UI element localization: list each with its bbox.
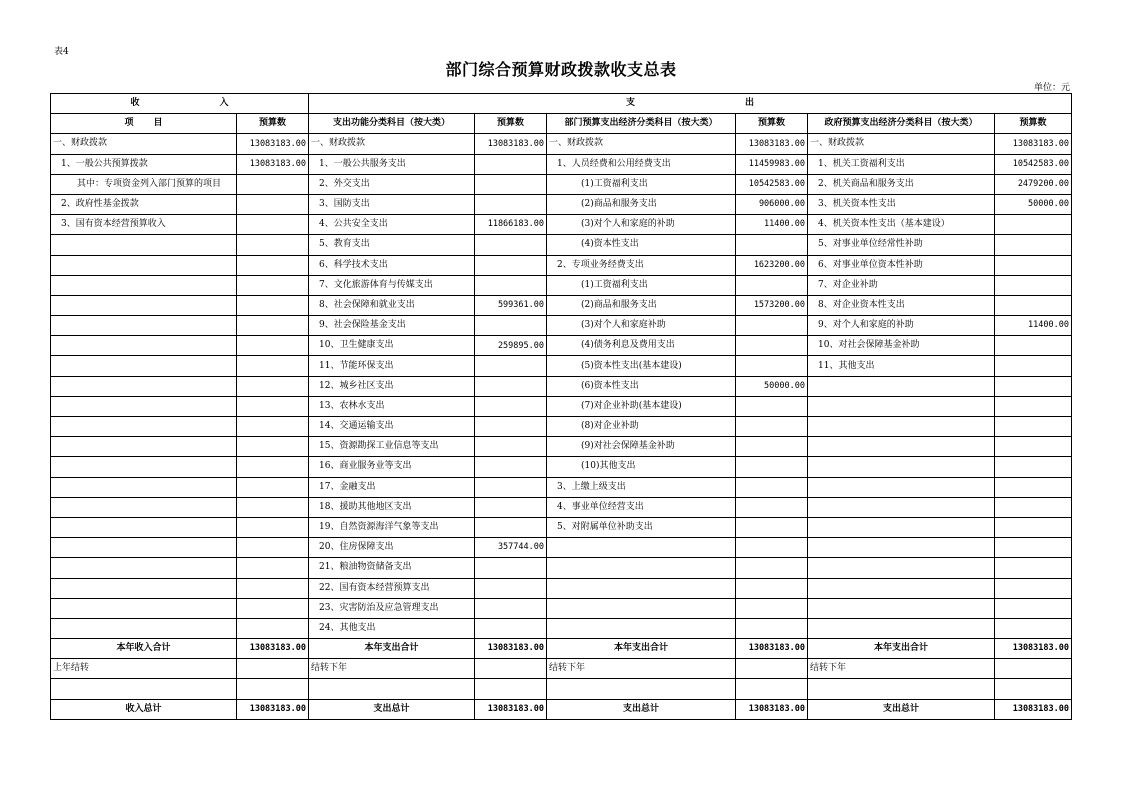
income-value-cell (237, 558, 309, 578)
dept-econ-item-cell: 一、财政拨款 (547, 134, 736, 154)
income-item-cell (51, 235, 237, 255)
dept-econ-value-cell (736, 457, 808, 477)
dept-grand-total-label: 支出总计 (547, 699, 736, 719)
blank-cell (547, 679, 736, 699)
income-value-cell: 13083183.00 (237, 134, 309, 154)
func-value-cell (475, 598, 547, 618)
dept-econ-value-cell: 10542583.00 (736, 174, 808, 194)
table-row (51, 477, 1072, 497)
dept-econ-item-cell: (4)资本性支出 (547, 235, 736, 255)
dept-econ-value-cell (736, 417, 808, 437)
func-item-cell: 9、社会保险基金支出 (309, 316, 475, 336)
gov-econ-item-cell: 4、机关资本性支出（基本建设） (808, 215, 995, 235)
dept-econ-value-cell (736, 497, 808, 517)
dept-econ-item-cell: (10)其他支出 (547, 457, 736, 477)
func-value-cell (475, 558, 547, 578)
func-item-cell: 14、交通运输支出 (309, 417, 475, 437)
blank-cell (309, 679, 475, 699)
gov-econ-value-cell: 10542583.00 (995, 154, 1072, 174)
expense-group-header: 支 出 (309, 94, 1072, 114)
table-row (51, 517, 1072, 537)
gov-econ-value-cell (995, 578, 1072, 598)
blank-cell (51, 679, 237, 699)
dept-next-year-carry-label: 结转下年 (547, 659, 736, 679)
func-value-cell (475, 235, 547, 255)
gov-econ-value-cell: 11400.00 (995, 316, 1072, 336)
dept-econ-value-cell (736, 558, 808, 578)
func-item-cell: 19、自然资源海洋气象等支出 (309, 517, 475, 537)
table-row (51, 396, 1072, 416)
func-value-cell (475, 396, 547, 416)
func-value-cell (475, 275, 547, 295)
gov-grand-total-label: 支出总计 (808, 699, 995, 719)
gov-econ-value-cell (995, 235, 1072, 255)
gov-budget-col-header: 预算数 (995, 114, 1072, 134)
dept-econ-value-cell (736, 477, 808, 497)
func-item-cell: 7、文化旅游体育与传媒支出 (309, 275, 475, 295)
gov-next-year-carry-label: 结转下年 (808, 659, 995, 679)
gov-econ-item-cell (808, 578, 995, 598)
func-class-col-header: 支出功能分类科目（按大类） (309, 114, 475, 134)
income-item-cell (51, 336, 237, 356)
func-item-cell: 5、教育支出 (309, 235, 475, 255)
func-value-cell (475, 497, 547, 517)
func-value-cell (475, 194, 547, 214)
table-row (51, 174, 1072, 194)
dept-econ-value-cell (736, 517, 808, 537)
gov-econ-value-cell (995, 598, 1072, 618)
income-value-cell (237, 538, 309, 558)
table-row (51, 598, 1072, 618)
func-item-cell: 1、一般公共服务支出 (309, 154, 475, 174)
gov-econ-value-cell (995, 396, 1072, 416)
dept-econ-item-cell: (3)对个人和家庭的补助 (547, 215, 736, 235)
gov-econ-item-cell: 一、财政拨款 (808, 134, 995, 154)
table-row (51, 618, 1072, 638)
income-value-cell (237, 356, 309, 376)
gov-econ-item-cell (808, 396, 995, 416)
table-row (51, 538, 1072, 558)
income-item-cell (51, 316, 237, 336)
func-next-year-carry-label: 结转下年 (309, 659, 475, 679)
gov-econ-item-cell: 1、机关工资福利支出 (808, 154, 995, 174)
table-row (51, 497, 1072, 517)
grand-total-row (51, 699, 1072, 719)
func-item-cell: 3、国防支出 (309, 194, 475, 214)
prev-year-carry-value (237, 659, 309, 679)
func-item-cell: 23、灾害防治及应急管理支出 (309, 598, 475, 618)
income-item-cell (51, 538, 237, 558)
income-item-cell (51, 295, 237, 315)
blank-cell (995, 679, 1072, 699)
gov-econ-item-cell (808, 477, 995, 497)
gov-econ-value-cell (995, 336, 1072, 356)
dept-econ-value-cell (736, 618, 808, 638)
gov-econ-value-cell (995, 275, 1072, 295)
income-item-cell: 3、国有资本经营预算收入 (51, 215, 237, 235)
table-row (51, 295, 1072, 315)
dept-econ-item-cell: 1、人员经费和公用经费支出 (547, 154, 736, 174)
gov-econ-item-cell (808, 376, 995, 396)
table-row (51, 437, 1072, 457)
gov-econ-value-cell (995, 517, 1072, 537)
func-value-cell (475, 356, 547, 376)
dept-econ-item-cell: 4、事业单位经营支出 (547, 497, 736, 517)
dept-econ-item-cell (547, 558, 736, 578)
dept-econ-value-cell: 1573200.00 (736, 295, 808, 315)
income-item-cell: 1、一般公共预算拨款 (51, 154, 237, 174)
gov-econ-item-cell (808, 618, 995, 638)
income-value-cell (237, 517, 309, 537)
gov-year-total-value: 13083183.00 (995, 639, 1072, 659)
blank-cell (237, 679, 309, 699)
func-item-cell: 4、公共安全支出 (309, 215, 475, 235)
dept-econ-value-cell (736, 275, 808, 295)
page-title: 部门综合预算财政拨款收支总表 (445, 60, 677, 79)
dept-econ-value-cell (736, 235, 808, 255)
table-row (51, 457, 1072, 477)
blank-cell (475, 679, 547, 699)
func-value-cell (475, 437, 547, 457)
func-value-cell: 599361.00 (475, 295, 547, 315)
func-item-cell: 一、财政拨款 (309, 134, 475, 154)
gov-econ-value-cell (995, 295, 1072, 315)
income-value-cell (237, 578, 309, 598)
gov-econ-value-cell (995, 437, 1072, 457)
income-item-cell (51, 396, 237, 416)
table-number: 表4 (54, 47, 69, 57)
dept-econ-item-cell: (3)对个人和家庭补助 (547, 316, 736, 336)
table-row (51, 255, 1072, 275)
income-item-cell (51, 255, 237, 275)
income-year-total-label: 本年收入合计 (51, 639, 237, 659)
gov-econ-value-cell (995, 215, 1072, 235)
gov-econ-item-cell (808, 538, 995, 558)
func-value-cell: 11866183.00 (475, 215, 547, 235)
func-year-total-value: 13083183.00 (475, 639, 547, 659)
unit-label: 单位：元 (1033, 83, 1070, 93)
carry-row (51, 659, 1072, 679)
income-item-cell (51, 376, 237, 396)
func-item-cell: 16、商业服务业等支出 (309, 457, 475, 477)
gov-econ-value-cell (995, 457, 1072, 477)
gov-econ-item-cell (808, 517, 995, 537)
gov-econ-item-cell: 3、机关资本性支出 (808, 194, 995, 214)
dept-year-total-value: 13083183.00 (736, 639, 808, 659)
dept-econ-item-cell (547, 578, 736, 598)
gov-econ-value-cell (995, 417, 1072, 437)
gov-grand-total-value: 13083183.00 (995, 699, 1072, 719)
income-item-cell (51, 517, 237, 537)
blank-cell (808, 679, 995, 699)
table-row (51, 376, 1072, 396)
dept-econ-item-cell: (8)对企业补助 (547, 417, 736, 437)
income-item-cell: 2、政府性基金拨款 (51, 194, 237, 214)
dept-econ-value-cell (736, 336, 808, 356)
income-item-cell (51, 477, 237, 497)
gov-econ-item-cell: 7、对企业补助 (808, 275, 995, 295)
gov-econ-item-cell: 10、对社会保障基金补助 (808, 336, 995, 356)
gov-econ-value-cell (995, 255, 1072, 275)
gov-econ-item-cell: 6、对事业单位资本性补助 (808, 255, 995, 275)
income-value-cell (237, 295, 309, 315)
func-value-cell (475, 154, 547, 174)
blank-cell (736, 679, 808, 699)
dept-econ-value-cell: 50000.00 (736, 376, 808, 396)
income-item-cell (51, 578, 237, 598)
dept-econ-value-cell (736, 316, 808, 336)
func-value-cell: 13083183.00 (475, 134, 547, 154)
dept-econ-item-cell (547, 618, 736, 638)
dept-econ-value-cell: 11400.00 (736, 215, 808, 235)
dept-econ-value-cell: 906000.00 (736, 194, 808, 214)
dept-econ-item-cell: 3、上缴上级支出 (547, 477, 736, 497)
income-value-cell (237, 457, 309, 477)
dept-econ-value-cell (736, 578, 808, 598)
func-item-cell: 6、科学技术支出 (309, 255, 475, 275)
func-item-cell: 8、社会保障和就业支出 (309, 295, 475, 315)
table-row (51, 134, 1072, 154)
table-row (51, 154, 1072, 174)
gov-econ-item-cell: 9、对个人和家庭的补助 (808, 316, 995, 336)
income-item-cell (51, 598, 237, 618)
dept-econ-item-cell: (7)对企业补助(基本建设) (547, 396, 736, 416)
dept-econ-item-cell: (1)工资福利支出 (547, 275, 736, 295)
func-item-cell: 20、住房保障支出 (309, 538, 475, 558)
income-grand-total-label: 收入总计 (51, 699, 237, 719)
dept-econ-item-cell: (5)资本性支出(基本建设) (547, 356, 736, 376)
table-row (51, 558, 1072, 578)
income-item-cell (51, 457, 237, 477)
income-value-cell: 13083183.00 (237, 154, 309, 174)
income-value-cell (237, 194, 309, 214)
gov-econ-value-cell (995, 497, 1072, 517)
dept-econ-value-cell (736, 396, 808, 416)
dept-next-year-carry-value (736, 659, 808, 679)
income-value-cell (237, 215, 309, 235)
func-item-cell: 2、外交支出 (309, 174, 475, 194)
func-value-cell (475, 417, 547, 437)
dept-econ-value-cell: 1623200.00 (736, 255, 808, 275)
income-grand-total-value: 13083183.00 (237, 699, 309, 719)
table-row (51, 275, 1072, 295)
gov-econ-item-cell (808, 598, 995, 618)
func-year-total-label: 本年支出合计 (309, 639, 475, 659)
func-budget-col-header: 预算数 (475, 114, 547, 134)
gov-econ-item-cell (808, 457, 995, 477)
func-value-cell (475, 316, 547, 336)
func-next-year-carry-value (475, 659, 547, 679)
func-item-cell: 18、援助其他地区支出 (309, 497, 475, 517)
func-value-cell (475, 457, 547, 477)
gov-econ-item-cell: 11、其他支出 (808, 356, 995, 376)
func-item-cell: 24、其他支出 (309, 618, 475, 638)
func-value-cell (475, 376, 547, 396)
blank-row (51, 679, 1072, 699)
gov-econ-item-cell: 8、对企业资本性支出 (808, 295, 995, 315)
dept-budget-col-header: 预算数 (736, 114, 808, 134)
table-row (51, 578, 1072, 598)
gov-econ-value-cell: 2479200.00 (995, 174, 1072, 194)
gov-econ-value-cell: 50000.00 (995, 194, 1072, 214)
income-value-cell (237, 316, 309, 336)
income-item-cell: 一、财政拨款 (51, 134, 237, 154)
func-value-cell (475, 517, 547, 537)
func-item-cell: 22、国有资本经营预算支出 (309, 578, 475, 598)
income-value-cell (237, 336, 309, 356)
gov-econ-col-header: 政府预算支出经济分类科目（按大类） (808, 114, 995, 134)
dept-econ-item-cell: 2、专项业务经费支出 (547, 255, 736, 275)
gov-econ-item-cell: 5、对事业单位经常性补助 (808, 235, 995, 255)
dept-year-total-label: 本年支出合计 (547, 639, 736, 659)
dept-econ-value-cell (736, 538, 808, 558)
func-item-cell: 11、节能环保支出 (309, 356, 475, 376)
income-item-cell: 其中：专项资金列入部门预算的项目 (51, 174, 237, 194)
income-item-cell (51, 497, 237, 517)
income-item-cell (51, 437, 237, 457)
dept-econ-value-cell: 11459983.00 (736, 154, 808, 174)
income-item-cell (51, 618, 237, 638)
dept-grand-total-value: 13083183.00 (736, 699, 808, 719)
income-value-cell (237, 174, 309, 194)
table-row (51, 194, 1072, 214)
gov-econ-value-cell (995, 538, 1072, 558)
dept-econ-col-header: 部门预算支出经济分类科目（按大类） (547, 114, 736, 134)
column-header-row (51, 114, 1072, 134)
func-item-cell: 17、金融支出 (309, 477, 475, 497)
func-value-cell (475, 174, 547, 194)
dept-econ-value-cell: 13083183.00 (736, 134, 808, 154)
income-value-cell (237, 235, 309, 255)
gov-econ-item-cell (808, 558, 995, 578)
func-value-cell (475, 477, 547, 497)
table-row (51, 316, 1072, 336)
gov-econ-value-cell: 13083183.00 (995, 134, 1072, 154)
func-value-cell: 259895.00 (475, 336, 547, 356)
income-budget-col-header: 预算数 (237, 114, 309, 134)
group-header-row (51, 94, 1072, 114)
income-value-cell (237, 275, 309, 295)
gov-econ-value-cell (995, 477, 1072, 497)
gov-econ-value-cell (995, 376, 1072, 396)
income-value-cell (237, 417, 309, 437)
func-item-cell: 10、卫生健康支出 (309, 336, 475, 356)
table-row (51, 356, 1072, 376)
income-item-cell (51, 558, 237, 578)
dept-econ-item-cell: (4)债务利息及费用支出 (547, 336, 736, 356)
prev-year-carry-label: 上年结转 (51, 659, 237, 679)
income-value-cell (237, 376, 309, 396)
gov-econ-value-cell (995, 558, 1072, 578)
income-item-cell (51, 417, 237, 437)
func-item-cell: 15、资源勘探工业信息等支出 (309, 437, 475, 457)
dept-econ-value-cell (736, 356, 808, 376)
year-total-row (51, 639, 1072, 659)
dept-econ-item-cell: (1)工资福利支出 (547, 174, 736, 194)
gov-next-year-carry-value (995, 659, 1072, 679)
func-value-cell (475, 618, 547, 638)
func-item-cell: 12、城乡社区支出 (309, 376, 475, 396)
func-item-cell: 21、粮油物资储备支出 (309, 558, 475, 578)
gov-econ-item-cell (808, 437, 995, 457)
income-value-cell (237, 255, 309, 275)
dept-econ-item-cell: 5、对附属单位补助支出 (547, 517, 736, 537)
func-value-cell (475, 578, 547, 598)
income-value-cell (237, 477, 309, 497)
income-value-cell (237, 437, 309, 457)
func-value-cell: 357744.00 (475, 538, 547, 558)
income-item-cell (51, 275, 237, 295)
func-grand-total-value: 13083183.00 (475, 699, 547, 719)
gov-econ-value-cell (995, 356, 1072, 376)
func-item-cell: 13、农林水支出 (309, 396, 475, 416)
dept-econ-item-cell: (6)资本性支出 (547, 376, 736, 396)
table-row (51, 215, 1072, 235)
func-grand-total-label: 支出总计 (309, 699, 475, 719)
gov-econ-value-cell (995, 618, 1072, 638)
table-row (51, 336, 1072, 356)
table-row (51, 235, 1072, 255)
dept-econ-item-cell: (2)商品和服务支出 (547, 295, 736, 315)
gov-year-total-label: 本年支出合计 (808, 639, 995, 659)
dept-econ-value-cell (736, 598, 808, 618)
gov-econ-item-cell (808, 417, 995, 437)
income-value-cell (237, 396, 309, 416)
budget-summary-table (50, 93, 1072, 720)
income-year-total-value: 13083183.00 (237, 639, 309, 659)
income-item-cell (51, 356, 237, 376)
income-group-header: 收 入 (51, 94, 309, 114)
dept-econ-item-cell (547, 538, 736, 558)
dept-econ-item-cell (547, 598, 736, 618)
income-value-cell (237, 497, 309, 517)
gov-econ-item-cell (808, 497, 995, 517)
dept-econ-item-cell: (2)商品和服务支出 (547, 194, 736, 214)
income-value-cell (237, 618, 309, 638)
dept-econ-value-cell (736, 437, 808, 457)
func-value-cell (475, 255, 547, 275)
income-value-cell (237, 598, 309, 618)
dept-econ-item-cell: (9)对社会保障基金补助 (547, 437, 736, 457)
item-col-header: 项 目 (51, 114, 237, 134)
gov-econ-item-cell: 2、机关商品和服务支出 (808, 174, 995, 194)
table-row (51, 417, 1072, 437)
